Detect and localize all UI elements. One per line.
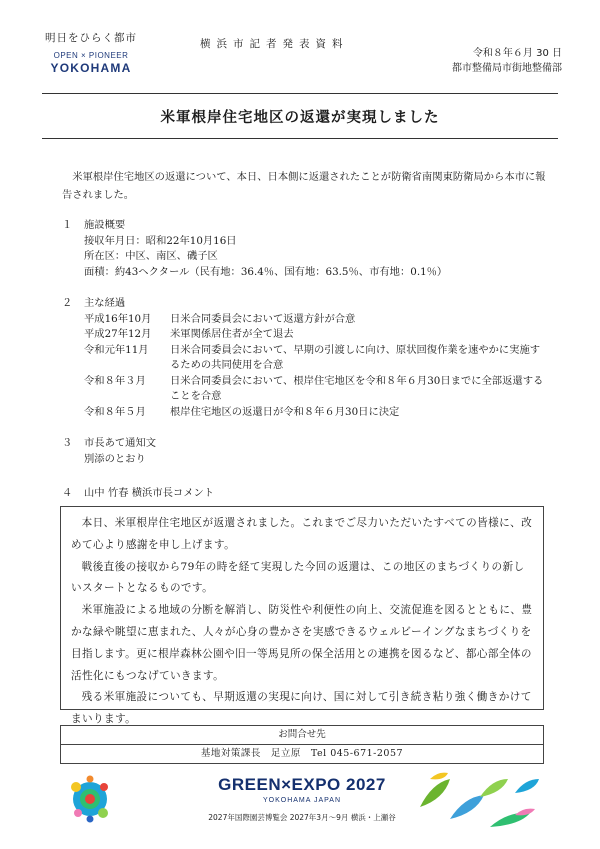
history-row (84, 343, 550, 374)
history-event: 日米合同委員会において返還方針が合意 (170, 312, 356, 325)
history-date: 平成16年10月 (84, 312, 152, 325)
history-date: 平成27年12月 (84, 328, 152, 340)
section-number: ３ (62, 437, 73, 449)
section-notice (62, 436, 550, 467)
release-date: 令和８年６月 30 日 (472, 48, 562, 59)
section-facility-overview (62, 218, 550, 280)
facility-row (84, 234, 550, 250)
comment-paragraph: 米軍施設による地域の分断を解消し、防災性や利便性の向上、交流促進を図るとともに、豊かな緑や眺望に恵まれた、人々が心身の豊かさを実感できるウェルビーイングなまちづくりを目指します。更に根岸森林公園や旧一等馬見所の保全活用との連携を図るなど、都心部全体の活性化にもつなげていきます。 (71, 604, 533, 682)
history-event: 日米合同委員会において、根岸住宅地区を令和８年６月30日までに全部返還することを合意 (170, 374, 544, 402)
intro-paragraph (62, 168, 550, 204)
history-row (84, 374, 550, 405)
press-release-label: 横浜市記者発表資料 (200, 38, 349, 50)
history-event: 根岸住宅地区の返還日が令和８年６月30日に決定 (170, 405, 400, 418)
history-event: 日米合同委員会において、早期の引渡しに向け、原状回復作業を速やかに実施するための共同使用を合意 (170, 343, 541, 371)
yokohama-logo (36, 30, 146, 75)
section-number: １ (62, 219, 73, 231)
history-event: 米軍関係居住者が全て退去 (170, 328, 294, 340)
section-body: 別添のとおり (84, 452, 146, 465)
section-heading: 主な経過 (84, 297, 126, 309)
history-date: 令和８年３月 (84, 374, 146, 387)
facility-value: 約43ヘクタール（民有地：36.4％、国有地：63.5％、市有地：0.1％） (114, 265, 448, 278)
logo-city: YOKOHAMA (50, 61, 132, 75)
section-mayor-comment (62, 486, 550, 502)
history-date: 令和８年５月 (84, 405, 146, 418)
title-box (42, 93, 558, 139)
facility-value: 中区、南区、磯子区 (125, 250, 218, 262)
page-title: 米軍根岸住宅地区の返還が実現しました (160, 109, 440, 126)
logo-sub: OPEN × PIONEER (53, 51, 129, 60)
logo-tagline: 明日をひらく都市 (45, 32, 137, 44)
release-meta (452, 46, 562, 76)
comment-paragraph: 残る米軍施設についても、早期返還の実現に向け、国に対して引き続き粘り強く働きかけてまいります。 (71, 691, 532, 726)
section-heading: 施設概要 (84, 219, 126, 231)
section-heading: 山中 竹春 横浜市長コメント (84, 487, 215, 499)
contact-heading: お問合せ先 (61, 726, 543, 745)
history-row (84, 327, 550, 343)
mayor-comment-box (60, 506, 544, 726)
section-number: ４ (62, 487, 73, 499)
expo-caption: 2027年国際園芸博覧会 2027年3月〜9月 横浜・上瀬谷 (208, 813, 396, 822)
section-number: ２ (62, 297, 73, 309)
history-date: 令和元年11月 (84, 343, 149, 356)
expo-subtitle: YOKOHAMA JAPAN (262, 797, 342, 804)
department: 都市整備局市街地整備部 (452, 63, 562, 74)
facility-row (84, 265, 550, 281)
expo-banner (60, 767, 544, 831)
expo-title: GREEN×EXPO 2027 (218, 775, 386, 794)
facility-key: 所在区： (84, 250, 126, 262)
comment-paragraph: 本日、米軍根岸住宅地区が返還されました。これまでご尽力いただいたすべての皆様に、改めて心より感謝を申し上げます。 (71, 517, 533, 551)
contact-table (60, 725, 544, 764)
facility-row (84, 249, 550, 265)
section-history (62, 296, 550, 420)
facility-key: 面積： (84, 265, 115, 278)
comment-paragraph: 戦後直後の接収から79年の時を経て実現した今回の返還は、この地区のまちづくりの新しいスタートとなるものです。 (71, 560, 525, 595)
section-heading: 市長あて通知文 (84, 437, 157, 449)
history-row (84, 405, 550, 421)
history-row (84, 312, 550, 328)
facility-key: 接収年月日： (84, 234, 146, 247)
intro-text: 米軍根岸住宅地区の返還について、本日、日本側に返還されたことが防衛省南関東防衛局から本市に報告されました。 (62, 171, 546, 201)
facility-value: 昭和22年10月16日 (145, 234, 237, 247)
contact-line: 基地対策課長 足立原 Tel 045-671-2057 (200, 748, 404, 759)
